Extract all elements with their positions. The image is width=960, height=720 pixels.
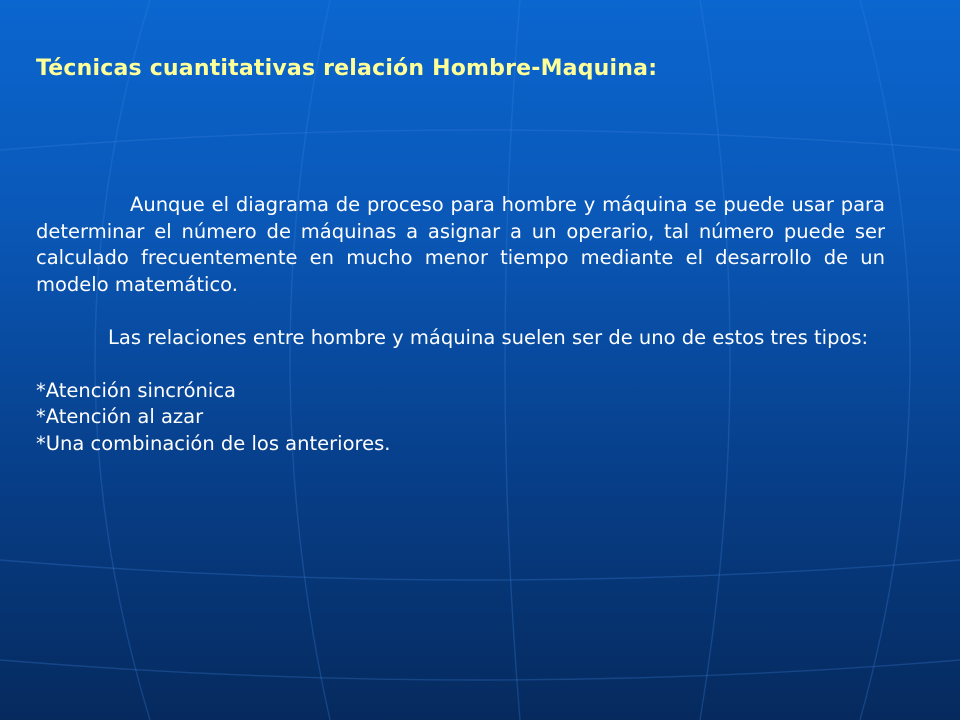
paragraph-relations: Las relaciones entre hombre y máquina suelen ser de uno de estos tres tipos: <box>108 325 869 349</box>
parallel-line <box>0 660 960 680</box>
list-item: *Atención sincrónica <box>36 378 236 402</box>
slide-title: Técnicas cuantitativas relación Hombre-Maquina: <box>36 56 658 81</box>
list-item: *Una combinación de los anteriores. <box>36 431 391 455</box>
list-item: *Atención al azar <box>36 405 204 428</box>
parallel-line <box>0 560 960 580</box>
body-text <box>36 192 885 457</box>
parallel-line <box>0 130 960 150</box>
paragraph-intro: Aunque el diagrama de proceso para hombre y máquina se puede usar para determinar el número de máquinas a asignar a un operario, tal número puede ser calculado frecuentemente en mucho menor tiempo mediante el desarrollo de un modelo matemático. <box>36 193 885 296</box>
relation-types-list <box>36 378 885 458</box>
